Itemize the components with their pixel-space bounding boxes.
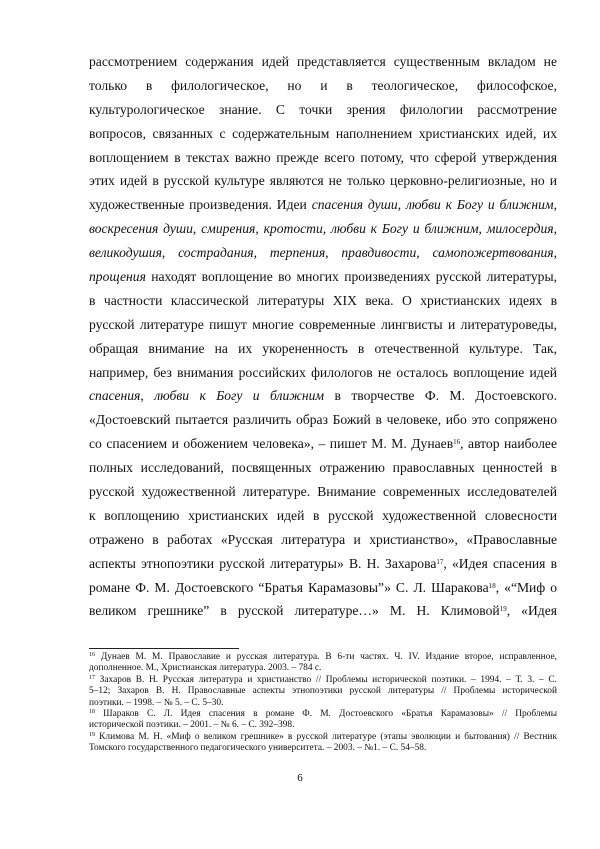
text-run: , — [255, 221, 264, 237]
body-line — [89, 384, 557, 408]
italic-term: смирения — [201, 221, 256, 237]
footnote-18 — [89, 709, 557, 720]
body-line: культурологическое знание. С точки зрения филологии рассмотрение — [89, 101, 557, 117]
text-run: художественные произведения. Идеи — [89, 197, 312, 213]
body-line — [89, 241, 557, 265]
body-line — [89, 193, 557, 217]
body-line: к воплощению христианских идей в русской художественной словесности — [89, 507, 557, 523]
text-run: в творчестве Ф. М. Достоевского. — [324, 388, 557, 404]
text-run: , — [553, 197, 557, 213]
italic-term: терпения — [269, 245, 326, 261]
footnote-number: 17 — [89, 674, 95, 681]
italic-term: милосердия — [486, 221, 554, 237]
text-run: , — [322, 221, 331, 237]
footnote-16 — [89, 652, 557, 663]
footnote-number: 18 — [89, 708, 95, 715]
body-line — [89, 599, 557, 623]
italic-term: спасения — [89, 388, 141, 404]
footnote-16-cont: дополненное. М., Христианская литература. 2003. – 784 с. — [89, 663, 322, 674]
text-run: , — [553, 245, 557, 261]
body-line: только в филологическое, но и в теологическое, философское, — [89, 77, 557, 93]
body-line: воплощением в текстах важно прежде всего потому, что сферой утверждения — [89, 149, 557, 165]
footnote-text: Шараков С. Л. Идея спасения в романе Ф. М. Достоевского «Братья Карамазовы» // Проблемы — [95, 708, 557, 719]
body-line: например, без внимания российских филологов не осталось воплощение идей — [89, 364, 557, 380]
text-run: , «Идея — [506, 603, 557, 619]
footnote-17-cont: поэтики. – 1998. – № 5. – С. 5–30. — [89, 697, 224, 708]
italic-term: кротости — [263, 221, 323, 237]
footnote-19-cont: Томского государственного педагогического университета. – 2003. – №1. – С. 54–58. — [89, 743, 427, 754]
footnote-ref[interactable]: 18 — [488, 581, 496, 590]
italic-term: великодушия — [89, 245, 162, 261]
body-line: этих идей в русской культуре являются не только церковно-религиозные, но и — [89, 173, 557, 189]
footnote-19 — [89, 732, 557, 743]
body-text — [89, 50, 557, 623]
text-run: , — [325, 245, 342, 261]
body-line: отражено в работах «Русская литература и христианство», «Православные — [89, 531, 557, 547]
text-run: , — [161, 245, 179, 261]
body-line — [89, 552, 557, 576]
italic-term: любви к Богу и ближним — [154, 388, 325, 404]
footnotes — [89, 652, 557, 755]
footnote-text: Захаров В. Н. Русская литература и христианство // Проблемы исторической поэтики. – 1994. – Т. 3. – С. — [95, 674, 557, 685]
footnote-17-cont: 5–12; Захаров В. Н. Православные аспекты этнопоэтики русской литературы // Проблемы исторической — [89, 686, 557, 697]
body-line — [89, 432, 557, 456]
footnote-text: Дунаев М. М. Православие и русская литература. В 6-ти частях. Ч. IV. Издание второе, исправленное, — [95, 652, 557, 662]
body-line: в частности классической литературы XIX века. О христианских идеях в — [89, 292, 557, 308]
text-run: великом грешнике” в русской литературе…» М. Н. Климовой — [89, 603, 500, 619]
footnote-ref[interactable]: 16 — [453, 438, 461, 447]
body-line — [89, 265, 557, 289]
italic-term: любви к Богу и ближним — [331, 221, 479, 237]
text-run: , — [192, 221, 202, 237]
text-run: , — [478, 221, 487, 237]
text-run: романе Ф. М. Достоевского “Братья Карамазовы”» С. Л. Шаракова — [89, 579, 489, 595]
text-run: со спасением и обожением человека», – пишет М. М. Дунаев — [89, 436, 454, 452]
text-run: находят воплощение во многих произведениях русской литературы, — [145, 269, 557, 285]
body-line: русской литературе пишут многие современные лингвисты и литературоведы, — [89, 316, 557, 332]
italic-term: прощения — [89, 269, 146, 285]
page-number: 6 — [297, 772, 303, 784]
italic-term: сострадания — [178, 245, 254, 261]
body-line — [89, 576, 557, 600]
footnote-separator — [89, 648, 239, 649]
italic-term: самопожертвования — [432, 245, 554, 261]
body-line: обращая внимание на их укорененность в отечественной культуре. Так, — [89, 340, 557, 356]
footnote-ref[interactable]: 17 — [436, 557, 444, 566]
footnote-18-cont: исторической поэтики. – 2001. – № 6. – С. 392–398. — [89, 720, 295, 731]
text-run: аспекты этнопоэтики русской литературы» В. Н. Захарова — [89, 555, 437, 571]
body-line: русской художественной литературе. Внимание современных исследователей — [89, 484, 557, 500]
body-line: вопросов, связанных с содержательным наполнением христианских идей, их — [89, 125, 557, 141]
text-run: , «“Миф о — [495, 579, 557, 595]
text-run: , — [397, 197, 406, 213]
body-line — [89, 217, 557, 241]
text-run: , — [553, 221, 557, 237]
italic-term: спасения души — [311, 197, 398, 213]
footnote-text: Климова М. Н. «Миф о великом грешнике» в русской литературе (этапы эволюции и бытования) // Вестник — [95, 731, 557, 742]
text-run: , автор наиболее — [460, 436, 557, 452]
text-run: , — [253, 245, 270, 261]
body-line: «Достоевский пытается различить образ Божий в человеке, ибо это сопряжено — [89, 412, 557, 428]
text-run: , «Идея спасения в — [443, 555, 557, 571]
footnote-number: 16 — [89, 652, 95, 658]
text-run: , — [140, 388, 155, 404]
italic-term: воскресения души — [89, 221, 193, 237]
footnote-17 — [89, 675, 557, 686]
body-line: полных исследований, посвященных отражению православных ценностей в — [89, 460, 557, 476]
body-line: рассмотрением содержания идей представляется существенным вкладом не — [89, 54, 557, 69]
italic-term: правдивости — [341, 245, 417, 261]
footnote-number: 19 — [89, 731, 95, 738]
text-run: , — [416, 245, 433, 261]
footnote-ref[interactable]: 19 — [499, 605, 507, 614]
italic-term: любви к Богу и ближним — [405, 197, 554, 213]
